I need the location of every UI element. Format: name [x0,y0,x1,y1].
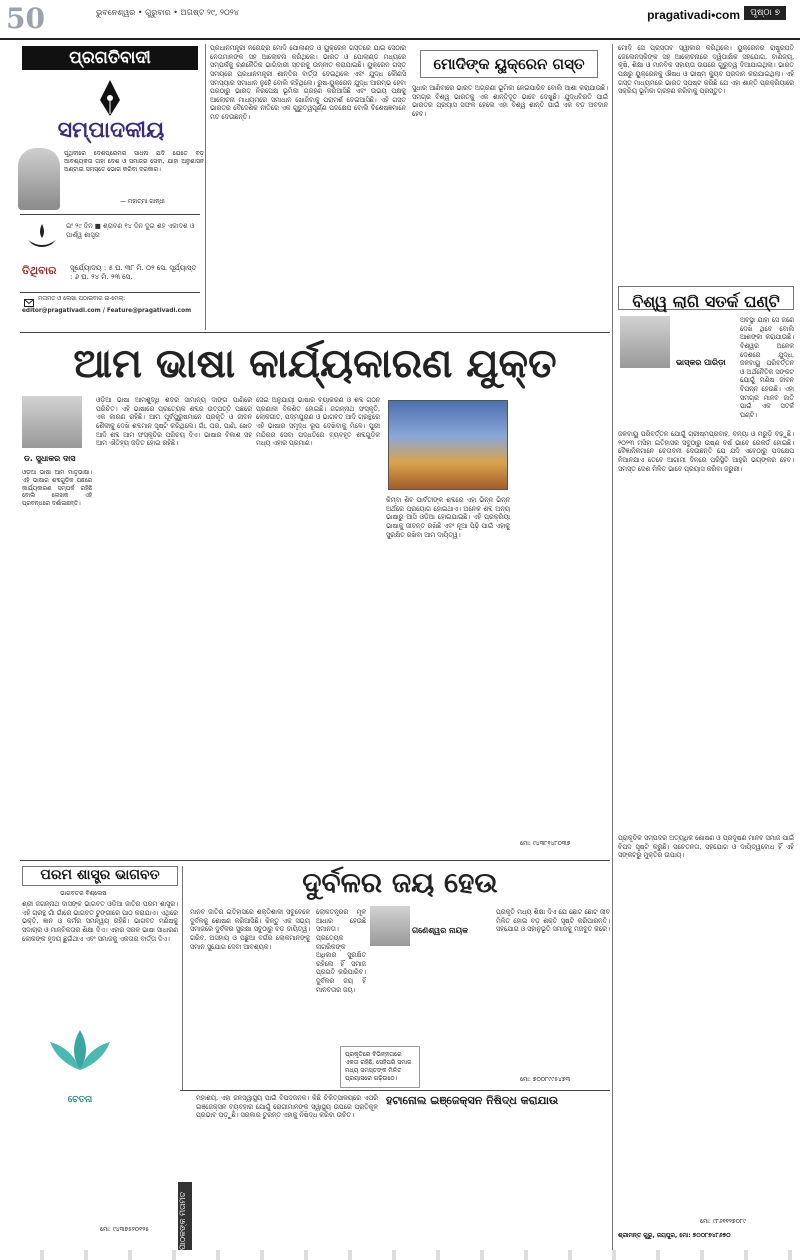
weak-body-2: ଲୋକତନ୍ତ୍ରର ମୂଳ ଆଧାର ହେଉଛି ସମାନତା। ପ୍ରତ୍ୟେକ ନାଗରିକଙ୍କ ଅଧିକାର ସୁରକ୍ଷିତ ରହିଲେ ହିଁ ସମାଜ ପ୍ରଗତି କରିପାରିବ। ଦୁର୍ବଳର ଜୟ ହିଁ ମାନବତାର ଜୟ। [316,908,366,994]
modi-article-body: ପ୍ରଧାନମନ୍ତ୍ରୀ ନରେନ୍ଦ୍ର ମୋଦି ପୋଲାଣ୍ଡ ଓ ୟୁକ୍ରେନ ଗସ୍ତରେ ଯାଇ ସେଠାର ନେତାମାନଙ୍କ ସହ ଆଲୋଚନା କରିଥିଲେ। ଭାରତ ଓ ପୋଲାଣ୍ଡ ମଧ୍ୟରେ ସମ୍ପର୍କକୁ ରଣନୈତିକ ଭାଗିଦାରୀ ସ୍ତରକୁ ଉନ୍ନୀତ କରାଯାଇଛି। ୟୁକ୍ରେନ ଗସ୍ତ ସମୟରେ ପ୍ରଧାନମନ୍ତ୍ରୀ ଶାନ୍ତିର ବାର୍ତ୍ତା ଦେଇଥିଲେ ଏବଂ ଯୁଦ୍ଧ କୌଣସି ସମସ୍ୟାର ସମାଧାନ ନୁହେଁ ବୋଲି କହିଥିଲେ। ରୁଷ-ୟୁକ୍ରେନ ଯୁଦ୍ଧ ଆରମ୍ଭ ହେବା ପରଠାରୁ ଭାରତ ନିରପେକ୍ଷ ଭୂମିକା ଗ୍ରହଣ କରିଆସିଛି ଏବଂ ଉଭୟ ପକ୍ଷକୁ ଆଲୋଚନା ମାଧ୍ୟମରେ ସମାଧାନ ଖୋଜିବାକୁ ପରାମର୍ଶ ଦେଇଆସିଛି। ଏହି ଗସ୍ତ ଭାରତର ବୈଦେଶିକ ନୀତିରେ ଏକ ଗୁରୁତ୍ୱପୂର୍ଣ୍ଣ ପଦକ୍ଷେପ ବୋଲି ବିଶେଷଜ୍ଞମାନେ ମତ ଦେଉଛନ୍ତି। [210,44,406,122]
contact-email[interactable]: editor@pragativadi.com / Feature@pragativadi.com [22,308,192,314]
divider [20,292,200,293]
lotus-icon [40,1022,120,1092]
bhagabata-body: ଶ୍ରୀ ଜଗନ୍ନାଥ ଦାସଙ୍କ ଭାଗବତ ଓଡ଼ିଆ ଜାତିର ପରମ ଶାସ୍ତ୍ର। ଏହି ଗ୍ରନ୍ଥ ଗାଁ ଗାଁରେ ଭାଗବତ ଟୁଙ୍ଗୀରେ ପାଠ କରାଯାଏ। ଏଥିରେ ଭକ୍ତି, ଜ୍ଞାନ ଓ କର୍ମର ସମନ୍ୱୟ ରହିଛି। ଭାଗବତ ମଣିଷକୁ ସଦାଚାର ଓ ମାନବିକତାର ଶିକ୍ଷା ଦିଏ। ଏହାର ସରଳ ଭାଷା ସାଧାରଣ ଲୋକଙ୍କ ହୃଦୟ ଛୁଇଁଥାଏ ଏବଂ ସମାଜକୁ ଏକତାର ବାର୍ତ୍ତା ଦିଏ। [22,900,178,943]
siren-phone: ମୋ: ୯୮୬୧୧୨୭୦୮୯ [700,1218,747,1225]
lotus-label: ଚେତନା [67,1095,93,1105]
weak-body-3: ପ୍ରକୃତି ମଧ୍ୟ ଶିକ୍ଷା ଦିଏ ଯେ ଛୋଟ ଛୋଟ ଜୀବ ମିଳିତ ହୋଇ ବଡ଼ ଶକ୍ତି ସୃଷ୍ଟି କରିପାରନ୍ତି। ସହଯୋଗ ଓ ସହାନୁଭୂତି ସମାଜକୁ ମଜବୁତ କରେ। [496,908,610,934]
nurse-signature: ଶ୍ରୀମନ୍ତ ଗୁରୁ, ଜୟପୁର, ମୋ: ୭୦୦୮୭୪୮୬୭୦ [618,1232,731,1239]
nurse-headline: ହଟାନୋଲ ଇଞ୍ଜେକ୍ସନ ନିଷିଦ୍ଧ କରାଯାଉ [386,1094,559,1107]
language-phone: ମୋ: ୯୪୩୮୧୪୮୦୩୭ [520,840,571,847]
date-block: ଇଂ ୨୯ ଦିନ ■ ଶ୍ରାବଣ ୧୪ ଦିନ ଦୁଇ ଶହ ଏକାଦଶ ଓ ପାର୍ଶ୍ୱ ଶାସ୍ତ୍ର [66,222,195,239]
masthead-title: ପ୍ରଗତିବାଦୀ [22,46,198,70]
section-title: ସମ୍ପାଦକୀୟ [57,118,165,143]
bhagabata-headline: ପରମ ଶାସ୍ତ୍ର ଭାଗବତ [22,866,178,886]
nurse-body-2 [386,1112,610,1252]
anniversary-logo: 50 [6,2,45,35]
site-name[interactable]: pragativadi•com [647,8,740,22]
language-body-3: କିମ୍ବା ଶିବ ପାର୍ବତୀଙ୍କ ଶବ୍ଦରେ ଏହା ଭିନ୍ନ ଭିନ୍ନ ଅର୍ଥରେ ପ୍ରୟୋଗ ହୋଇଥାଏ। ଅନେକ ଶବ୍ଦ ଅନ୍ୟ ଭାଷାରୁ ଆସି ଓଡ଼ିଆ ହୋଇଯାଇଛି। ଏହି ପ୍ରକ୍ରିୟା ଭାଷାକୁ ଜୀବନ୍ତ ରଖିଛି ଏବଂ ନୂଆ ପିଢ଼ି ପାଇଁ ଏହାକୁ ସୁରକ୍ଷିତ ରଖିବା ଆମ ଦାୟିତ୍ୱ। [386,496,510,539]
temple-illustration [388,400,508,490]
modi-article-headline: ମୋଦିଙ୍କ ୟୁକ୍ରେନ ଗସ୍ତ [420,50,598,78]
divider [20,332,610,333]
language-author: ଡ. ସୁଧାକର ଦାସ [24,454,76,463]
column-rule [612,286,613,1250]
nurse-body-1: ମହାଶୟ, ଏହା ଜନସ୍ୱାସ୍ଥ୍ୟ ପାଇଁ ବିପଦଜନକ। କିଛି ଚିକିତ୍ସାଳୟରେ ଏପରି ଇଞ୍ଜେକ୍ସନ ବ୍ୟବହାର ଯୋଗୁଁ ରୋଗୀମାନଙ୍କ ସ୍ୱାସ୍ଥ୍ୟ ଉପରେ ପ୍ରତିକୂଳ ପ୍ରଭାବ ପଡ଼ୁଛି। ସରକାର ତୁରନ୍ତ ଏହାକୁ ନିଷିଦ୍ଧ କରିବା ଉଚିତ। [196,1094,378,1120]
author-photo [22,396,82,448]
language-body-2: ସେଇ ଅନୁଯାୟୀ ଭାଷାର ବ୍ୟାକରଣ ଓ ଶବ୍ଦ ଗଠନ ପ୍ରଣାଳୀ ବିକଶିତ ହୋଇଛି। ଜଗନ୍ନାଥ ସଂସ୍କୃତି, ଲୋକଗୀତ, ପଦ୍ମପୁରାଣ ଓ ଭାଗବତ ଆଦି ଗ୍ରନ୍ଥରେ ଏହି ଭାଷାର ସମୃଦ୍ଧ ରୂପ ଦେଖିବାକୁ ମିଳେ। ପୁରୀ ମନ୍ଦିରର ସେବା ପଦ୍ଧତିରେ ବ୍ୟବହୃତ ଶବ୍ଦଗୁଡ଼ିକ ମଧ୍ୟ ଏହାର ପ୍ରମାଣ। [256,396,380,448]
siren-body-3: ପ୍ରାକୃତିକ ସମ୍ପଦର ଅତ୍ୟଧିକ ଶୋଷଣ ଓ ପ୍ରଦୂଷଣ ମାନବ ସମାଜ ପାଇଁ ବିପଦ ସୃଷ୍ଟି କରୁଛି। ସଚେତନତା, ସହଯୋଗ ଓ ଦାୟିତ୍ୱବୋଧ ହିଁ ଏହି ସଙ୍କଟରୁ ମୁକ୍ତିର ଉପାୟ। [618,834,794,860]
weak-author: ଗଣେଶ୍ୱର ନାୟକ [412,926,468,935]
tithi-label: ତିଥିବାର [22,264,57,277]
pen-nib-icon [90,78,130,118]
weak-tagline: ପ୍ରକୃତିରେ ବିଭିନ୍ନତାରେ ଏକତା ରହିଛି, ସେହିପରି ସମାଜ ମଧ୍ୟ ସମସ୍ତଙ୍କ ମିଳିତ ପ୍ରୟାସରେ ଗଢ଼ିଉଠେ। [340,1046,420,1088]
letters-banner: ପାଠକଙ୍କ ମତାମତ [178,1182,192,1260]
language-body-1: ଓଡ଼ିଆ ଭାଷା ଆମଶୁଦ୍ଧି ଶଦର ସାମାନ୍ୟ ଦାଙ୍ଗ ପାଣିରେ ପରିଚିତ। ଏହି ଭାଷାରେ ପ୍ରତ୍ୟେକ ଶବ୍ଦର ଉତ୍ପତ୍ତି ପଛରେ ଏକ କାରଣ ରହିଛି। ଆମ ପୂର୍ବପୁରୁଷମାନେ ପ୍ରକୃତି ଓ ଜୀବନ ଶୈଳୀକୁ ଦେଖି ଶବ୍ଦମାନ ସୃଷ୍ଟି କରିଥିଲେ। ଗାଁ, ଘର, ପାଣି, ଖେତ ଆଦି ଶବ୍ଦ ଆମ ସଂସ୍କୃତିର ପରିଚୟ ଦିଏ। ଭାଷାର ବିକାଶ ସହ ଆମ ଐତିହ୍ୟ ଜଡ଼ିତ ହୋଇ ରହିଛି। [96,396,252,448]
quote-text: ପୃଥିବୀରେ ଦେଶପ୍ରେମର ସାଧନା ଯଦି ଯେତେ ବଡ଼ ଆବଶ୍ୟକତା ତାହା ଦେଶ ଓ ସମାଜର ସେବା, ଯାହା ଅନୁଶାସନ ଅଣ୍ଟାଇ ସମସ୍ତେ ଭୋଗ କରିବା ଦରକାର। [64,150,204,174]
bhagabata-author: ଭାଗବତର ବିଶ୍ଲେଷ [60,890,107,897]
weak-phone: ମୋ: ୭୦୦୮୯୯୫୪୭୩ [520,1076,571,1083]
lamp-icon [24,220,60,250]
contact-text: ମତାମତ ଓ ଲେଖା ପଠାଇବାର ଇ-ମେଲ୍: [38,296,126,302]
envelope-icon [24,298,34,308]
date-line: ଭୁବନେଶ୍ୱର • ଗୁରୁବାର • ଅଗଷ୍ଟ ୨୯, ୨୦୨୪ [96,8,239,17]
gandhi-portrait [18,148,60,210]
modi-article-body-2: ସୁଧାର ଆଣିବାରେ ଭାରତ ଅଗ୍ରଣୀ ଭୂମିକା ନେଇପାରିବ ବୋଲି ଆଶା କରାଯାଉଛି। ସମଗ୍ର ବିଶ୍ୱ ଭାରତକୁ ଏକ ଶାନ୍ତିଦୂତ ଭାବେ ଦେଖୁଛି। ଯୁଦ୍ଧବିରତି ପାଇଁ ଭାରତର ପ୍ରୟାସ ସଫଳ ହେଲେ ଏହା ବିଶ୍ୱ ଶାନ୍ତି ପାଇଁ ଏକ ବଡ଼ ଅବଦାନ ହେବ। [412,84,608,118]
column-rule [182,866,183,1090]
quote-author: — ମହାତ୍ମା ଗାନ୍ଧୀ [120,198,165,205]
weak-headline: ଦୁର୍ବଳର ଜୟ ହେଉ [302,866,498,899]
modi-article-body-3: ମୋଦି ସେ ପ୍ରସ୍ତାବ ସ୍ୱୀକାର କରିଥିଲେ। ୟୁକ୍ରେନର ରାଷ୍ଟ୍ରପତି ଜେଲେନସ୍କିଙ୍କ ସହ ଆଲୋଚନାରେ ଦ୍ୱିପାକ୍ଷିକ ସହଯୋଗ, ବାଣିଜ୍ୟ, କୃଷି, ଶିକ୍ଷା ଓ ମାନବିକ ସହାୟତା ଉପରେ ଗୁରୁତ୍ୱ ଦିଆଯାଇଥିଲା। ଭାରତ ପକ୍ଷରୁ ୟୁକ୍ରେନକୁ ଔଷଧ ଓ ଭୀଷ୍ମ କ୍ୟୁବ ପ୍ରଦାନ କରାଯାଇଥିଲା। ଏହି ଗସ୍ତ ମାଧ୍ୟମରେ ଭାରତ ସ୍ପଷ୍ଟ କରିଛି ଯେ ଏହା ଶାନ୍ତି ପ୍ରକ୍ରିୟାରେ ସକ୍ରିୟ ଭୂମିକା ଗ୍ରହଣ କରିବାକୁ ପ୍ରସ୍ତୁତ। [618,44,794,96]
bhagabata-phone: ମୋ: ୯୪୩୭୫୨୦୧୨୫ [100,1226,149,1233]
divider [20,860,610,861]
weak-body-1: ମାନବ ଜାତିର ଇତିହାସରେ ଶକ୍ତିଶାଳୀ ସବୁବେଳେ ଦୁର୍ବଳକୁ ଶୋଷଣ କରିଆସିଛି। କିନ୍ତୁ ଏକ ସଭ୍ୟ ସମାଜରେ ଦୁର୍ବଳର ସୁରକ୍ଷା ସବୁଠାରୁ ବଡ଼ ଦାୟିତ୍ୱ। ଗରିବ, ଅସହାୟ ଓ ପଛୁଆ ବର୍ଗର ଲୋକମାନଙ୍କୁ ସମାନ ସୁଯୋଗ ଦେବା ଆବଶ୍ୟକ। [190,908,310,951]
tithi-text: ସୂର୍ଯ୍ୟୋଦୟ : ୫ ଘ. ୩୮ ମି. ୦୨ ସେ. ସୂର୍ଯ୍ୟାସ୍ତ : ୬ ଘ. ୨୪ ମି. ୨୩ ସେ. [70,264,197,282]
page-number: ପୃଷ୍ଠା ୭ [744,6,786,20]
column-rule [205,44,206,330]
language-intro: ଓଡ଼ିଆ ଭାଷା ଆମ ମାତୃଭାଷା। ଏହି ଭାଷାର ଶବ୍ଦଗୁଡ଼ିକ ପଛରେ କାର୍ଯ୍ୟକାରଣ ସମ୍ପର୍କ ରହିଛି ବୋଲି ଲେଖକ ଏହି ପ୍ରବନ୍ଧରେ ଦର୍ଶାଇଛନ୍ତି। [22,470,92,508]
language-body-4 [514,396,610,836]
author-photo [370,906,410,946]
siren-author: ଭାସ୍କର ପାରିଡ଼ା [676,358,726,367]
footer-registration-marks [0,1250,800,1260]
divider [20,214,200,215]
siren-body-1: ଅବସ୍ଥା ଯାହା ସେ ଜଣେ ଦେଖି ଥିବେ ବୋଲି ଆଶଙ୍କା କରାଯାଉଛି। ବିଶ୍ୱର ଅନେକ ଦେଶରେ ଯୁଦ୍ଧ, ଜଳବାୟୁ ପରିବର୍ତ୍ତନ ଓ ଅର୍ଥନୈତିକ ସଙ୍କଟ ଯୋଗୁଁ ମଣିଷ ଜୀବନ ବିପନ୍ନ ହେଉଛି। ଏହା ସମଗ୍ର ମାନବ ଜାତି ପାଇଁ ଏକ ସତର୍କ ଘଣ୍ଟି। [740,316,794,420]
author-photo [620,316,670,368]
language-headline: ଆମ ଭାଷା କାର୍ଯ୍ୟକାରଣ ଯୁକ୍ତ [73,340,557,387]
siren-body-2: ଜଳବାୟୁ ପରିବର୍ତ୍ତନ ଯୋଗୁଁ ଗ୍ରୀଷ୍ମପ୍ରବାହ, ବନ୍ୟା ଓ ମରୁଡ଼ି ବଢ଼ୁଛି। ୨୦୨୩ ମସିହା ଇତିହାସର ସବୁଠାରୁ ଉଷ୍ଣ ବର୍ଷ ଭାବେ ରେକର୍ଡ ହୋଇଛି। ବୈଜ୍ଞାନିକମାନେ ଚେତାବନୀ ଦେଉଛନ୍ତି ଯେ ଯଦି ଏବେଠାରୁ ପଦକ୍ଷେପ ନିଆନଯାଏ ତେବେ ଆଗାମୀ ଦିନରେ ପରିସ୍ଥିତି ଆହୁରି ଭୟଙ୍କର ହେବ। ସମସ୍ତ ଦେଶ ମିଳିତ ଭାବେ ପ୍ରୟାସ କରିବା ଜରୁରୀ। [618,430,794,473]
siren-headline: ବିଶ୍ୱ ଲାଗି ସତର୍କ ଘଣ୍ଟି [632,292,780,311]
divider [180,1090,610,1091]
